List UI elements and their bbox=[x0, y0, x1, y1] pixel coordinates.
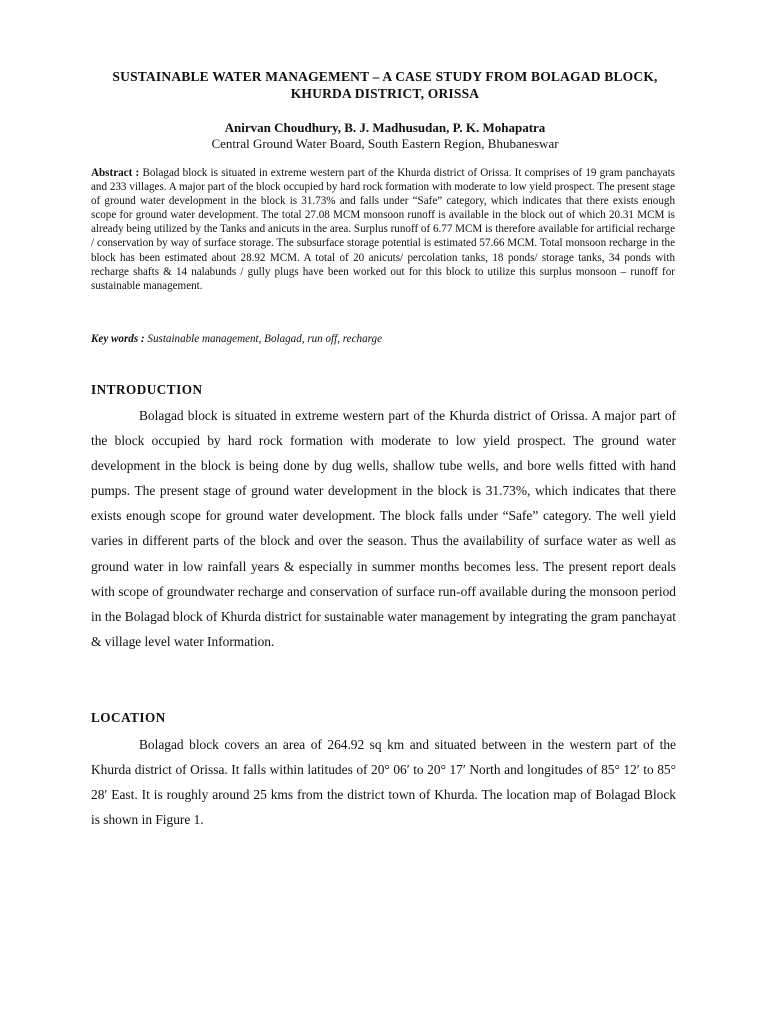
paper-affiliation: Central Ground Water Board, South Eastern Region, Bhubaneswar bbox=[211, 136, 559, 151]
abstract-text: Bolagad block is situated in extreme western part of the Khurda district of Orissa. It comprises of 19 gram panchayats and 233 villages. A major part of the block occupied by hard rock formation with moderate to low yield prospect. The present stage of ground water development in the block is 31.73% and falls under “Safe” category, which indicates that there exists enough scope for ground water development. The total 27.08 MCM monsoon runoff is available in the block out of which 20.31 MCM is already being utilized by the Tanks and anicuts in the area. Surplus runoff of 6.77 MCM is therefore available for artificial recharge / conservation by way of surface storage. The subsurface storage potential is estimated 57.66 MCM. Total monsoon recharge in the block has been estimated about 28.92 MCM. A total of 20 anicuts/ percolation tanks, 18 ponds/ storage tanks, 34 ponds with recharge shafts & 14 nalabunds / gully plugs have been worked out for this block to utilize this surplus monsoon – runoff for sustainable management. bbox=[91, 167, 676, 292]
introduction-paragraph: Bolagad block is situated in extreme western part of the Khurda district of Orissa. A major part of the block occupied by hard rock formation with moderate to low yield prospect. The ground water development in the block is being done by dug wells, shallow tube wells, and bore wells fitted with hand pumps. The present stage of ground water development in the block is 31.73%, which indicates that there exists enough scope for ground water development. The block falls under “Safe” category. The well yield varies in different parts of the block and over the season. Thus the availability of surface water as well as ground water in low rainfall years & especially in summer months becomes less. The present report deals with scope of groundwater recharge and conservation of surface run-off available during the monsoon period in the Bolagad block of Khurda district for sustainable water management by integrating the gram panchayat & village level water Information. bbox=[91, 408, 676, 649]
abstract-label: Abstract : bbox=[91, 167, 140, 179]
keywords-label: Key words : bbox=[91, 333, 145, 345]
keywords-block bbox=[91, 332, 675, 346]
abstract-block bbox=[91, 166, 675, 293]
paper-authors: Anirvan Choudhury, B. J. Madhusudan, P. K. Mohapatra bbox=[224, 120, 546, 135]
section-heading-introduction: INTRODUCTION bbox=[91, 382, 203, 397]
keywords-text: Sustainable management, Bolagad, run off, recharge bbox=[147, 333, 382, 345]
location-paragraph: Bolagad block covers an area of 264.92 sq km and situated between in the western part of the Khurda district of Orissa. It falls within latitudes of 20° 06′ to 20° 17′ North and longitudes of 85° 12′ to 85° 28′ East. It is roughly around 25 kms from the district town of Khurda. The location map of Bolagad Block is shown in Figure 1. bbox=[91, 737, 676, 828]
section-heading-location: LOCATION bbox=[91, 710, 166, 725]
paper-title: SUSTAINABLE WATER MANAGEMENT – A CASE STUDY FROM BOLAGAD BLOCK, KHURDA DISTRICT, ORISSA bbox=[112, 69, 658, 101]
